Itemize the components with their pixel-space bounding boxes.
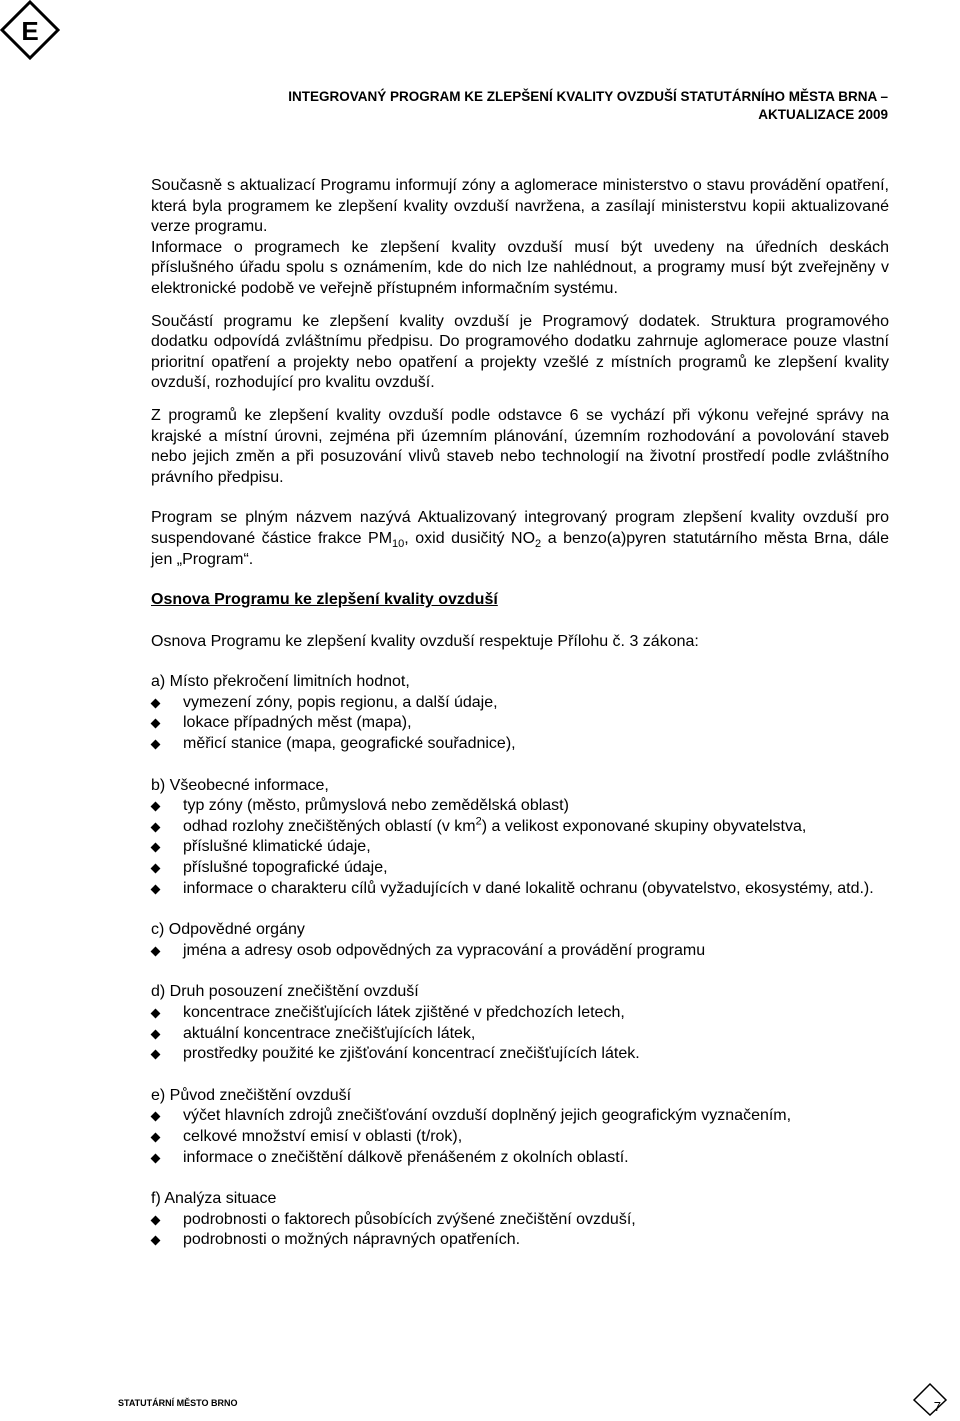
list-item [151, 1044, 889, 1065]
pm10-subscript: 10 [392, 538, 405, 551]
diamond-bullet-icon [151, 843, 161, 853]
p5-text-c: a benzo(a)pyren statutárního města Brna, dále jen „Program“. [151, 529, 889, 568]
list-item [151, 817, 889, 838]
page-number: 7 [933, 1399, 941, 1414]
list-item [151, 837, 889, 858]
paragraph-5 [151, 508, 889, 570]
diamond-bullet-icon [151, 802, 161, 812]
list-item-text: informace o znečištění dálkově přenášeném z okolních oblastí. [183, 1148, 629, 1166]
list-item-text: podrobnosti o faktorech působících zvýšené znečištění ovzduší, [183, 1210, 636, 1228]
list-item [151, 1003, 889, 1024]
section-d-title: d) Druh posouzení znečištění ovzduší [151, 983, 419, 1001]
paragraph-4: Z programů ke zlepšení kvality ovzduší podle odstavce 6 se vychází při výkonu veřejné správy na krajské a místní úrovni, zejména při územním plánování, územním rozhodování a povolování staveb nebo jejich změn a při posuzování vlivů staveb nebo technologií na životní prostředí podle zvláštního právního předpisu. [151, 406, 889, 486]
list-item-text: typ zóny (město, průmyslová nebo zemědělská oblast) [183, 797, 569, 815]
diamond-bullet-icon [151, 719, 161, 729]
list-item [151, 1024, 889, 1045]
list-item-text: aktuální koncentrace znečišťujících látek, [183, 1024, 476, 1042]
section-b [151, 776, 889, 900]
section-f-title: f) Analýza situace [151, 1190, 277, 1208]
list-item [151, 1106, 889, 1127]
diamond-bullet-icon [151, 884, 161, 894]
km2-superscript: 2 [475, 815, 482, 828]
list-item-text: odhad rozlohy znečištěných oblastí (v km [183, 817, 476, 835]
list-item [151, 858, 889, 879]
section-e-title: e) Původ znečištění ovzduší [151, 1086, 352, 1104]
list-item-text: měřicí stanice (mapa, geografické souřadnice), [183, 735, 516, 753]
list-item-text: podrobnosti o možných nápravných opatřeních. [183, 1231, 521, 1249]
section-a-title: a) Místo překročení limitních hodnot, [151, 673, 410, 691]
paragraph-2: Informace o programech ke zlepšení kvality ovzduší musí být uvedeny na úředních deskách příslušného úřadu spolu s oznámením, kde do nich lze nahlédnout, a programy musí být zveřejněny v elektronické podobě ve veřejně přístupném informačním systému. [151, 238, 889, 297]
section-f [151, 1189, 889, 1251]
diamond-bullet-icon [151, 1133, 161, 1143]
list-item [151, 1210, 889, 1231]
paragraph-1: Současně s aktualizací Programu informují zóny a aglomerace ministerstvo o stavu provádění opatření, která byla programem ke zlepšení kvality ovzduší navržena, a zasílají ministerstvu kopii aktualizované verze programu. [151, 177, 889, 236]
section-heading: Osnova Programu ke zlepšení kvality ovzduší [151, 591, 498, 609]
list-item [151, 1230, 889, 1251]
section-c [151, 920, 889, 961]
diamond-bullet-icon [151, 1112, 161, 1122]
list-item-text: vymezení zóny, popis regionu, a další údaje, [183, 693, 498, 711]
list-item-text: prostředky použité ke zjišťování koncentrací znečišťujících látek. [183, 1045, 640, 1063]
footer-organization: STATUTÁRNÍ MĚSTO BRNO [118, 1398, 238, 1408]
diamond-bullet-icon [151, 1215, 161, 1225]
list-item-text: jména a adresy osob odpovědných za vypracování a provádění programu [183, 941, 706, 959]
logo-letter: E [21, 16, 39, 46]
diamond-bullet-icon [151, 740, 161, 750]
list-item [151, 734, 889, 755]
list-item-text: výčet hlavních zdrojů znečišťování ovzduší doplněný jejich geografickým vyznačením, [183, 1107, 792, 1125]
diamond-bullet-icon [151, 698, 161, 708]
list-item [151, 713, 889, 734]
p5-text-b: , oxid dusičitý NO [404, 529, 536, 547]
diamond-bullet-icon [151, 1236, 161, 1246]
diamond-bullet-icon [151, 1029, 161, 1039]
list-item-text: koncentrace znečišťujících látek zjištěné v předchozích letech, [183, 1004, 625, 1021]
list-item [151, 1148, 889, 1169]
list-item-text: celkové množství emisí v oblasti (t/rok), [183, 1127, 463, 1145]
diamond-bullet-icon [151, 946, 161, 956]
no2-subscript: 2 [535, 538, 542, 551]
diamond-bullet-icon [151, 864, 161, 874]
list-item [151, 693, 889, 714]
header-title: INTEGROVANÝ PROGRAM KE ZLEPŠENÍ KVALITY OVZDUŠÍ STATUTÁRNÍHO MĚSTA BRNA – [288, 89, 888, 104]
section-d [151, 982, 889, 1064]
list-item-text: příslušné klimatické údaje, [183, 838, 371, 856]
diamond-bullet-icon [151, 822, 161, 832]
logo-e-diamond-icon [0, 0, 62, 60]
paragraph-3: Součástí programu ke zlepšení kvality ovzduší je Programový dodatek. Struktura programového dodatku odpovídá zvláštnímu předpisu. Do programového dodatku zahrnuje aglomerace pouze vlastní prioritní opatření a projekty nebo opatření a projekty vzešlé z místních programů ke zlepšení kvality ovzduší, rozhodující pro kvalitu ovzduší. [151, 312, 889, 392]
header-subtitle: AKTUALIZACE 2009 [758, 107, 888, 122]
list-item-text: příslušné topografické údaje, [183, 859, 388, 877]
document-body [151, 176, 889, 1263]
diamond-bullet-icon [151, 1153, 161, 1163]
page-number-badge-icon [910, 1382, 950, 1416]
list-item [151, 796, 889, 817]
section-e [151, 1086, 889, 1168]
list-item [151, 879, 889, 900]
p5-text-a: Program se plným názvem nazývá Aktualizovaný integrovaný program zlepšení kvality ovzduší pro suspendované částice frakce PM [151, 509, 889, 547]
section-c-title: c) Odpovědné orgány [151, 921, 305, 939]
outline-intro: Osnova Programu ke zlepšení kvality ovzduší respektuje Přílohu č. 3 zákona: [151, 632, 699, 650]
diamond-bullet-icon [151, 1009, 161, 1019]
list-item-text: informace o charakteru cílů vyžadujících v dané lokalitě ochranu (obyvatelstvo, ekosystémy, atd.). [183, 879, 874, 897]
page-header [288, 88, 888, 124]
list-item [151, 941, 889, 962]
list-item-text: ) a velikost exponované skupiny obyvatelstva, [481, 817, 807, 835]
list-item-text: lokace případných měst (mapa), [183, 714, 412, 732]
list-item [151, 1127, 889, 1148]
diamond-bullet-icon [151, 1050, 161, 1060]
section-b-title: b) Všeobecné informace, [151, 776, 329, 794]
section-a [151, 672, 889, 754]
